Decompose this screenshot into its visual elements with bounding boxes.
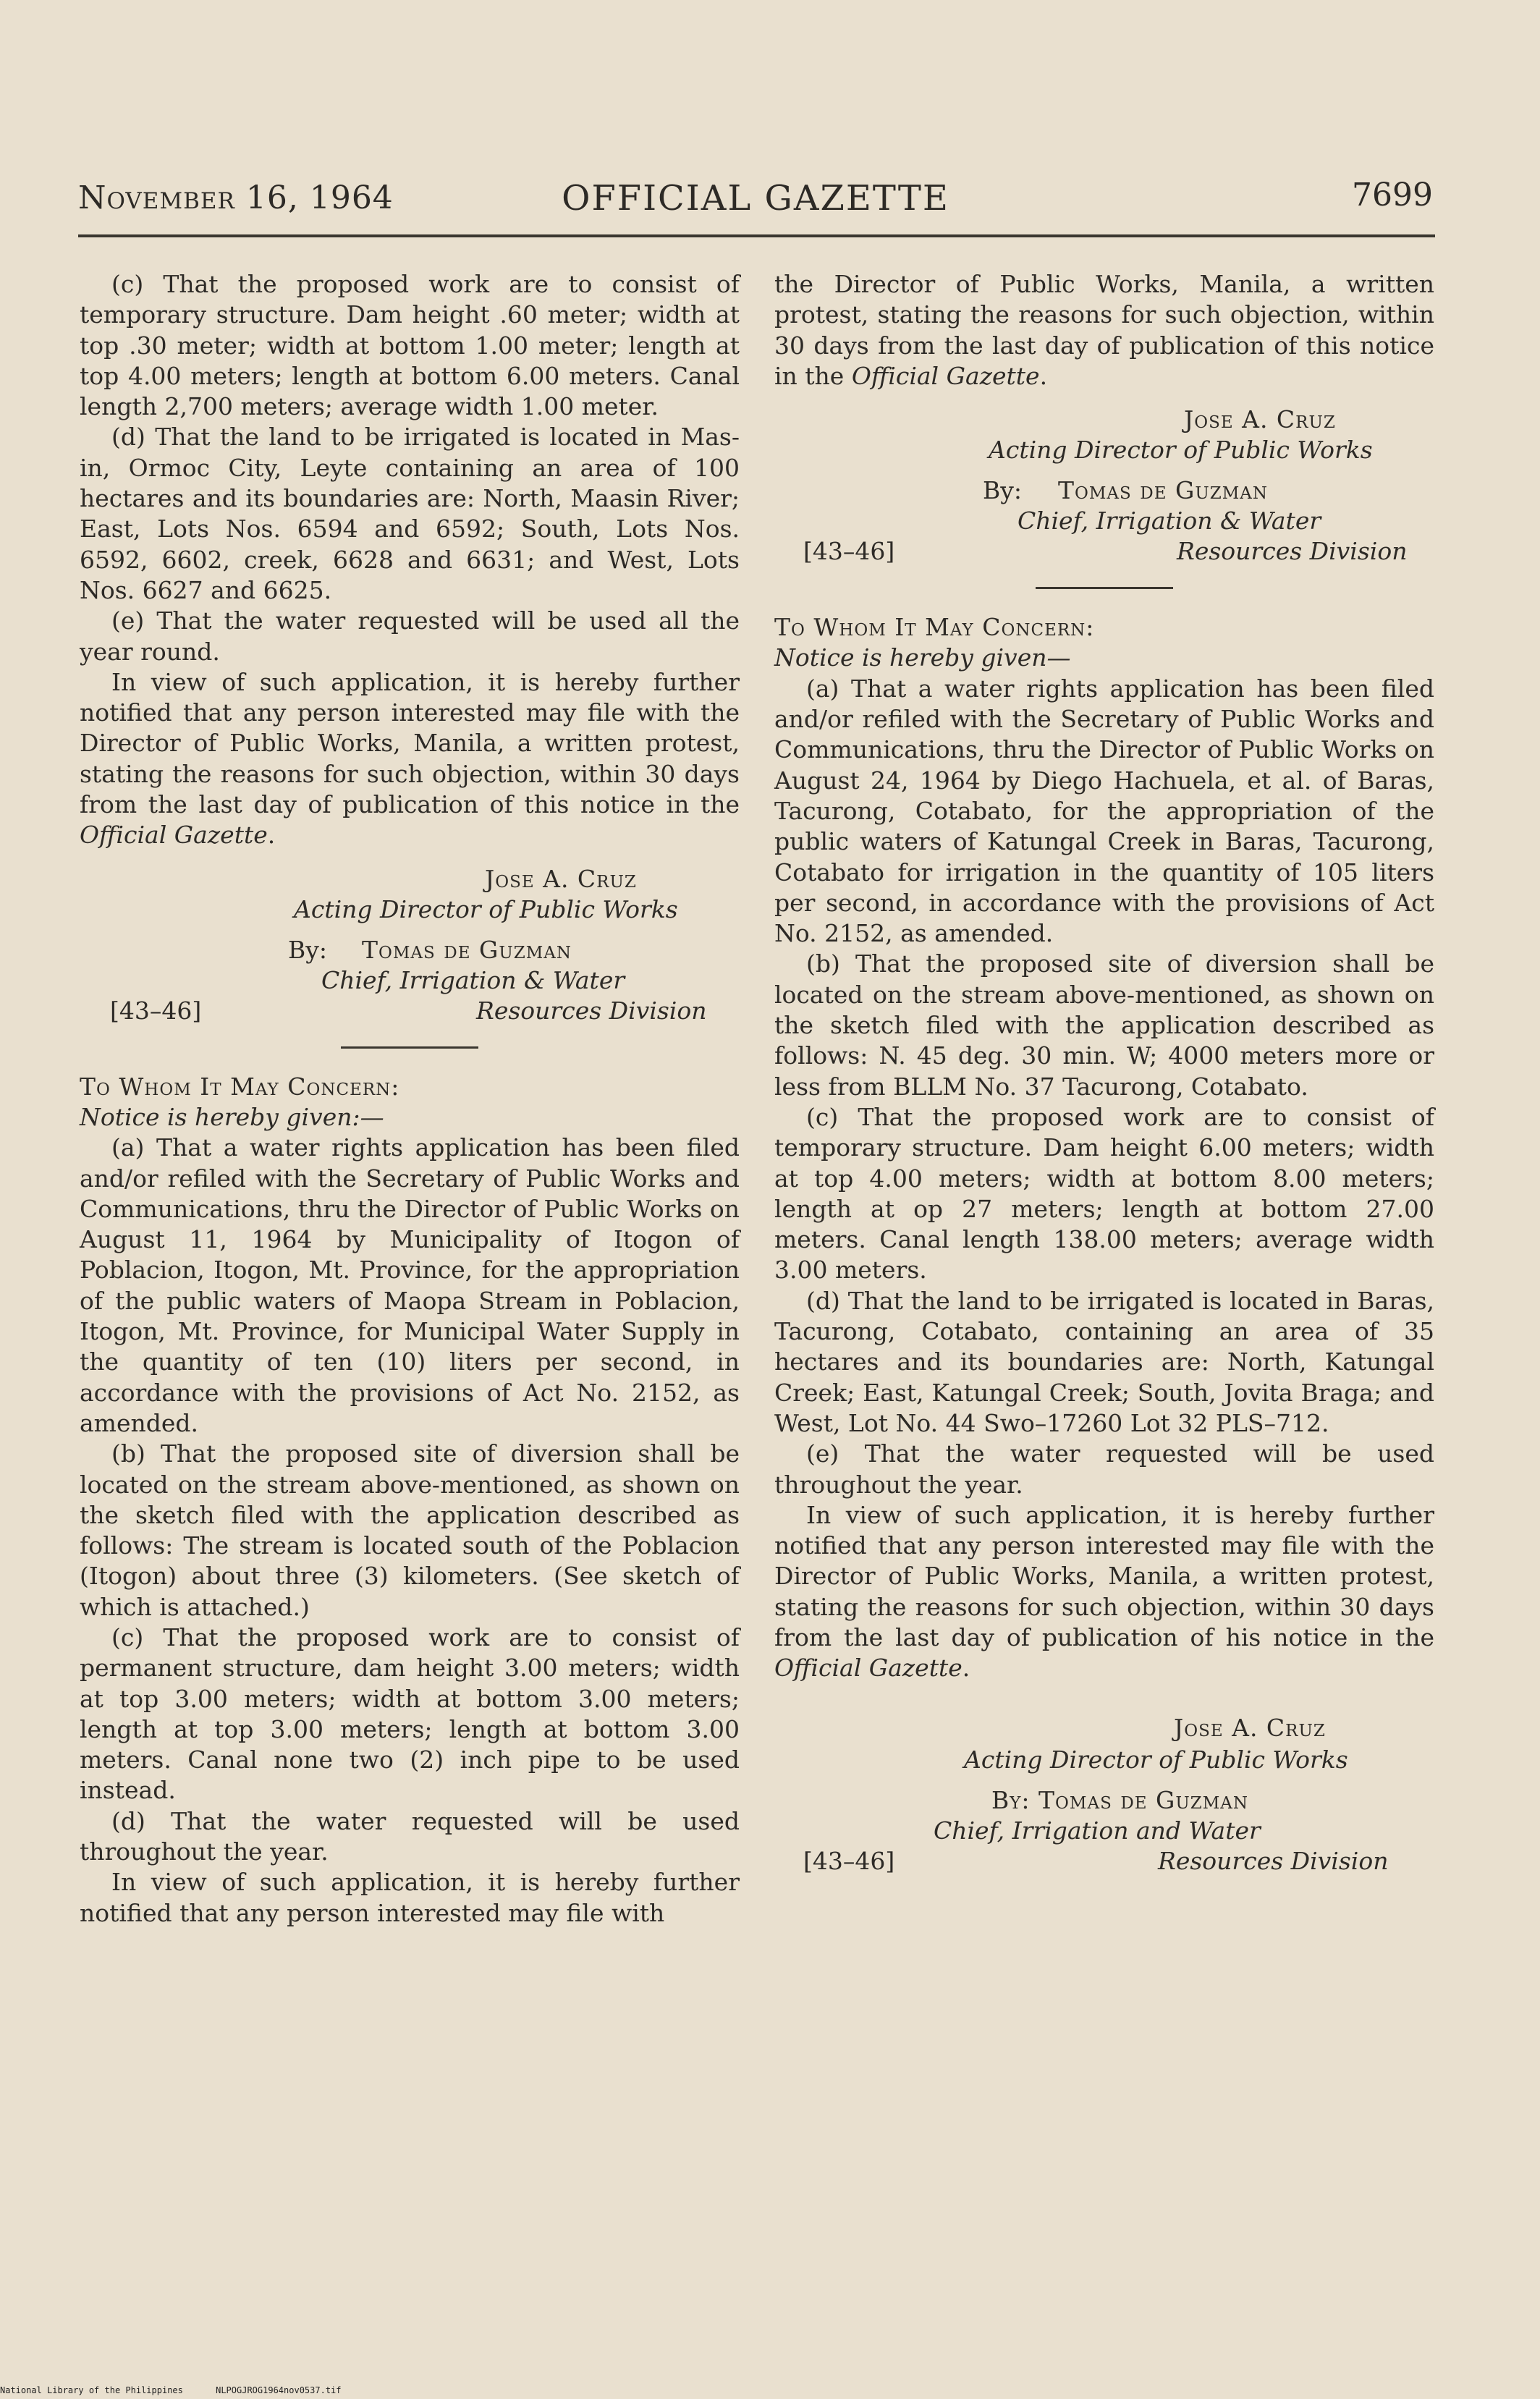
by-label: By: [288, 935, 328, 964]
signatory-title: Acting Director of Public Works [964, 1745, 1348, 1774]
signatory-title: Acting Director of Public Works [294, 894, 678, 923]
signature-block [80, 860, 740, 1025]
by-label: By: [983, 476, 1023, 505]
paragraph: In view of such application, it is hereby further notified that any person interested may file with the Director of Public Works, Manila, a written protest, stating the reasons for such objection, within 30 days from the last day of publication of this notice in the Official Gazette. [80, 667, 740, 850]
section-divider [341, 1046, 478, 1049]
chief-title: Chief, Irrigation and Water [934, 1816, 1261, 1845]
paragraph: (d) That the land to be irrigated is located in Mas-in, Ormoc City, Leyte containing an area of 100 hectares and its boundaries are: North, Maasin River; East, Lots Nos. 6594 and 6592; South, Lots Nos. 6592, 6602, creek, 6628 and 6631; and West, Lots Nos. 6627 and 6625. [80, 423, 740, 604]
paragraph: In view of such application, it is hereby further notified that any person interested may file with the Director of Public Works, Manila, a written protest, stating the reasons for such objection, within 30 days from the last day of publication of his notice in the Official Gazette. [774, 1500, 1434, 1683]
division-name: Resources Division [1158, 1846, 1389, 1875]
signatory-name: Jose A. Cruz [1174, 1713, 1326, 1742]
paragraph: (b) That the proposed site of diversion shall be located on the stream above-mentioned, as shown on the sketch filed with the application described as follows: N. 45 deg. 30 min. W; 4000 meters more or less from BLLM No. 37 Tacurong, Cotabato. [774, 949, 1434, 1101]
paragraph: (a) That a water rights application has been filed and/or refiled with the Secretary of Public Works and Communications, thru the Director of Public Works on August 24, 1964 by Diego Hachuela, et al. of Baras, Tacurong, Cotabato, for the appropriation of the public waters of Katungal Creek in Baras, Tacurong, Cotabato for irrigation in the quantity of 105 liters per second, in accordance with the provisions of Act No. 2152, as amended. [774, 674, 1434, 948]
scan-footer [0, 2385, 369, 2395]
notice-heading: To Whom It May Concern: [80, 1072, 400, 1101]
division-name: Resources Division [476, 996, 707, 1025]
division-name: Resources Division [1177, 537, 1408, 566]
notice-intro: Notice is hereby given— [774, 643, 1071, 672]
paragraph: (e) That the water requested will be used all the year round. [80, 606, 740, 666]
header-page-number: 7699 [1352, 177, 1433, 213]
paragraph: (b) That the proposed site of diversion shall be located on the stream above-mentioned, as shown on the sketch filed with the application described as follows: The stream is located south of the Poblacion (Itogon) about three (3) kilometers. (See sketch of which is attached.) [80, 1439, 740, 1621]
paragraph: (c) That the proposed work are to consist of temporary structure. Dam height 6.00 meters; width at top 4.00 meters; width at bottom 8.00 meters; length at op 27 meters; length at bottom 27.00 meters. Canal length 138.00 meters; average width 3.00 meters. [774, 1102, 1434, 1285]
footer-library: National Library of the Philippines [0, 2385, 183, 2395]
by-name: Tomas de Guzman [362, 935, 572, 964]
right-column [774, 269, 1434, 1878]
paragraph: In view of such application, it is hereby further notified that any person interested may file with [80, 1868, 740, 1927]
issue-code: [43–46] [803, 1846, 895, 1875]
chief-title: Chief, Irrigation & Water [321, 965, 625, 994]
paragraph: (d) That the water requested will be used throughout the year. [80, 1806, 740, 1866]
paragraph: (e) That the water requested will be used throughout the year. [774, 1439, 1434, 1499]
header-rule [78, 234, 1435, 237]
signature-block [774, 400, 1434, 565]
signatory-name: Jose A. Cruz [1184, 405, 1336, 434]
paragraph: (d) That the land to be irrigated is located in Baras, Tacurong, Cotabato, containing an area of 35 hectares and its boundaries are: North, Katungal Creek; East, Katungal Creek; South, Jovita Braga; and West, Lot No. 44 Swo–17260 Lot 32 PLS–712. [774, 1286, 1434, 1437]
header-date: November 16, 1964 [78, 179, 394, 216]
header-title: OFFICIAL GAZETTE [562, 178, 949, 219]
notice-intro: Notice is hereby given:— [80, 1102, 384, 1131]
page-header [78, 174, 1433, 220]
signatory-title: Acting Director of Public Works [989, 436, 1373, 465]
chief-title: Chief, Irrigation & Water [1018, 507, 1321, 536]
paragraph: (c) That the proposed work are to consist of permanent structure, dam height 3.00 meters; width at top 3.00 meters; width at bottom 3.00 meters; length at top 3.00 meters; length at bottom 3.00 meters. Canal none two (2) inch pipe to be used instead. [80, 1622, 740, 1805]
paragraph: the Director of Public Works, Manila, a written protest, stating the reasons for such objection, within 30 days from the last day of publication of this notice in the Official Gazette. [774, 270, 1434, 390]
section-divider [1036, 587, 1173, 589]
signatory-name: Jose A. Cruz [485, 864, 637, 893]
issue-code: [43–46] [803, 537, 895, 566]
by-name: Tomas de Guzman [1058, 476, 1269, 505]
by-name: By: Tomas de Guzman [991, 1785, 1249, 1814]
footer-filename: NLPOGJROG1964nov0537.tif [216, 2385, 342, 2395]
paragraph: (a) That a water rights application has been filed and/or refiled with the Secretary of Public Works and Communications, thru the Director of Public Works on August 11, 1964 by Municipality of Itogon of Poblacion, Itogon, Mt. Province, for the appropriation of the public waters of Maopa Stream in Poblacion, Itogon, Mt. Province, for Municipal Water Supply in the quantity of ten (10) liters per second, in accordance with the provisions of Act No. 2152, as amended. [80, 1133, 740, 1437]
left-column [80, 269, 740, 1929]
notice-heading: To Whom It May Concern: [774, 613, 1095, 642]
paragraph: (c) That the proposed work are to consist of temporary structure. Dam height .60 meter; width at top .30 meter; width at bottom 1.00 meter; length at top 4.00 meters; length at bottom 6.00 meters. Canal length 2,700 meters; average width 1.00 meter. [80, 270, 740, 421]
signature-block [774, 1713, 1434, 1878]
issue-code: [43–46] [110, 996, 202, 1025]
